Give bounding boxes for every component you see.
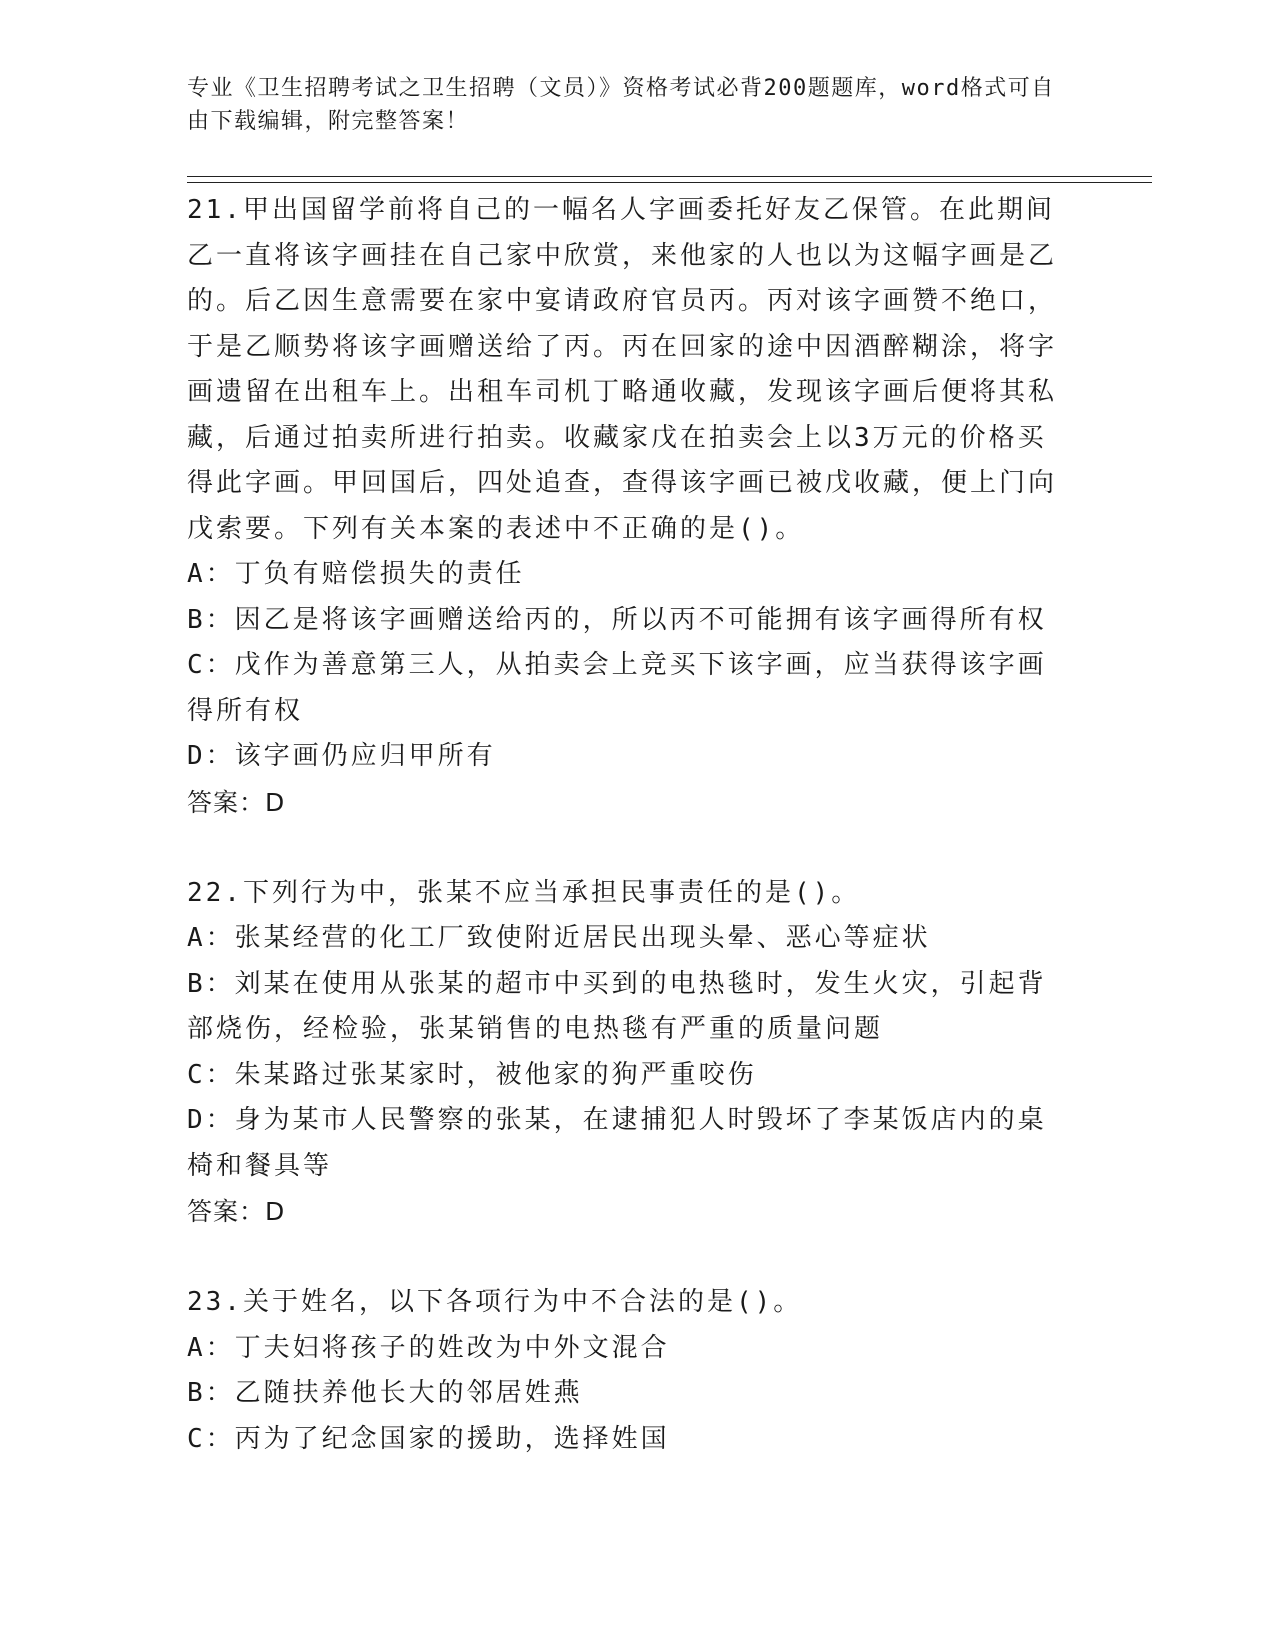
option-c: C：丙为了纪念国家的援助，选择姓国 <box>187 1423 670 1454</box>
answer-line: 答案：D <box>187 787 286 817</box>
option-b: B：乙随扶养他长大的邻居姓燕 <box>187 1378 583 1408</box>
question-list <box>187 188 1067 1462</box>
option-a: A：丁夫妇将孩子的姓改为中外文混合 <box>187 1332 670 1363</box>
question-21 <box>187 188 1067 825</box>
document-header <box>187 72 1067 138</box>
header-rule-bottom <box>187 182 1152 183</box>
header-text: 专业《卫生招聘考试之卫生招聘（文员）》资格考试必背200题题库，word格式可自由下载编辑，附完整答案！ <box>187 76 1055 134</box>
option-d: D：该字画仍应归甲所有 <box>187 741 496 771</box>
question-spacer <box>187 825 1067 871</box>
question-stem: 23.关于姓名，以下各项行为中不合法的是()。 <box>187 1287 803 1317</box>
question-stem: 22.下列行为中，张某不应当承担民事责任的是()。 <box>187 877 861 908</box>
question-stem: 21.甲出国留学前将自己的一幅名人字画委托好友乙保管。在此期间乙一直将该字画挂在自己家中欣赏，来他家的人也以为这幅字画是乙的。后乙因生意需要在家中宴请政府官员丙。丙对该字画赞不绝口，于是乙顺势将该字画赠送给了丙。丙在回家的途中因酒醉糊涂，将字画遗留在出租车上。出租车司机丁略通收藏，发现该字画后便将其私藏，后通过拍卖所进行拍卖。收藏家戊在拍卖会上以3万元的价格买得此字画。甲回国后，四处追查，查得该字画已被戊收藏，便上门向戊索要。下列有关本案的表述中不正确的是()。 <box>187 195 1058 544</box>
option-b: B：刘某在使用从张某的超市中买到的电热毯时，发生火灾，引起背部烧伤，经检验，张某销售的电热毯有严重的质量问题 <box>187 968 1047 1044</box>
question-22 <box>187 871 1067 1235</box>
question-23 <box>187 1280 1067 1462</box>
option-b: B：因乙是将该字画赠送给丙的，所以丙不可能拥有该字画得所有权 <box>187 604 1047 635</box>
option-d: D：身为某市人民警察的张某，在逮捕犯人时毁坏了李某饭店内的桌椅和餐具等 <box>187 1105 1047 1181</box>
option-a: A：丁负有赔偿损失的责任 <box>187 559 525 589</box>
option-a: A：张某经营的化工厂致使附近居民出现头晕、恶心等症状 <box>187 923 931 953</box>
option-c: C：戊作为善意第三人，从拍卖会上竞买下该字画，应当获得该字画得所有权 <box>187 650 1047 726</box>
question-spacer <box>187 1235 1067 1281</box>
option-c: C：朱某路过张某家时，被他家的狗严重咬伤 <box>187 1059 757 1090</box>
header-rule-top <box>187 176 1152 177</box>
answer-line: 答案：D <box>187 1197 286 1226</box>
